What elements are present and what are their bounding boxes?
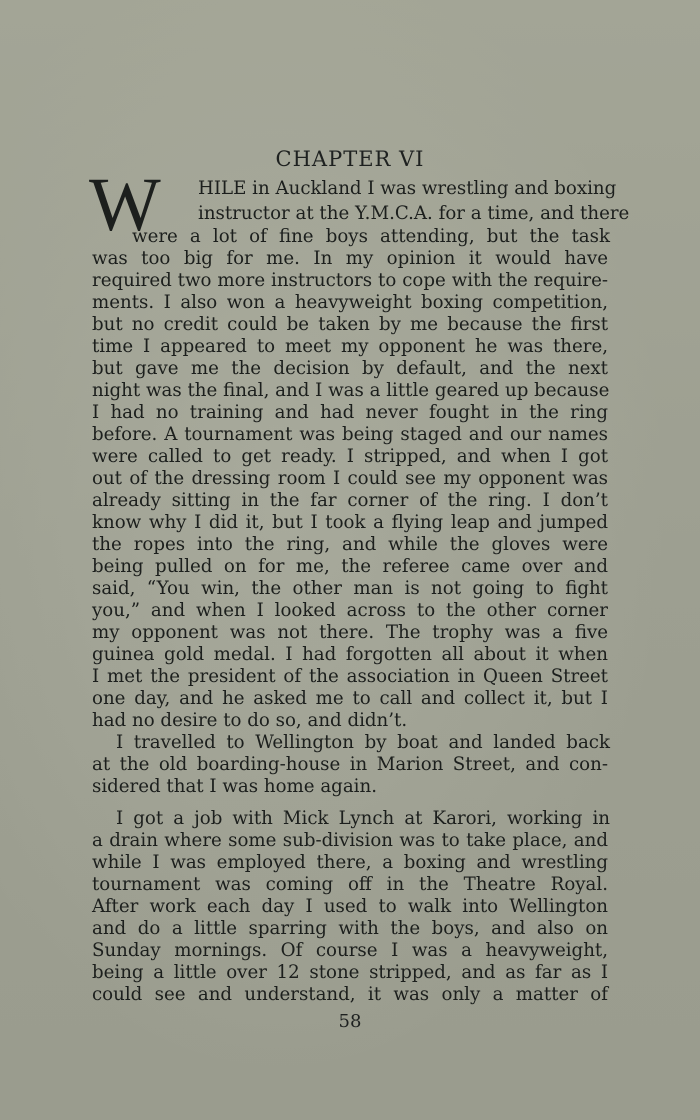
chapter-title: CHAPTER VI <box>275 147 425 171</box>
text-line: were called to get ready. I stripped, and when I got <box>92 446 608 467</box>
text-line: guinea gold medal. I had forgotten all about it when <box>92 644 608 665</box>
text-line: night was the final, and I was a little geared up because <box>92 380 610 401</box>
text-line: HILE in Auckland I was wrestling and boxing <box>198 178 617 199</box>
text-line: time I appeared to meet my opponent he was there, <box>92 336 608 357</box>
text-line: I had no training and had never fought in the ring <box>92 402 608 423</box>
text-line: instructor at the Y.M.C.A. for a time, and there <box>198 203 630 224</box>
text-line: a drain where some sub-division was to take place, and <box>92 830 608 851</box>
text-line: Sunday mornings. Of course I was a heavyweight, <box>92 940 608 961</box>
text-line: were a lot of fine boys attending, but the task <box>132 226 610 247</box>
text-line: I got a job with Mick Lynch at Karori, working in <box>116 808 610 829</box>
text-line: but no credit could be taken by me because the first <box>92 314 608 335</box>
text-line: ments. I also won a heavyweight boxing competition, <box>92 292 608 313</box>
text-line: one day, and he asked me to call and collect it, but I <box>92 688 608 709</box>
text-line: already sitting in the far corner of the ring. I don’t <box>92 490 608 511</box>
text-line: the ropes into the ring, and while the gloves were <box>92 534 608 555</box>
text-line: you,” and when I looked across to the other corner <box>92 600 608 621</box>
text-line: at the old boarding-house in Marion Street, and con- <box>92 754 608 775</box>
text-line: my opponent was not there. The trophy was a five <box>92 622 608 643</box>
text-line: being pulled on for me, the referee came over and <box>92 556 608 577</box>
text-line: sidered that I was home again. <box>92 776 377 797</box>
text-line: out of the dressing room I could see my opponent was <box>92 468 608 489</box>
text-line: was too big for me. In my opinion it would have <box>92 248 608 269</box>
text-line: know why I did it, but I took a flying leap and jumped <box>92 512 608 533</box>
text-line: and do a little sparring with the boys, and also on <box>92 918 608 939</box>
text-line: being a little over 12 stone stripped, and as far as I <box>92 962 608 983</box>
text-line: After work each day I used to walk into Wellington <box>92 896 608 917</box>
text-line: required two more instructors to cope with the require- <box>92 270 608 291</box>
text-line: while I was employed there, a boxing and wrestling <box>92 852 608 873</box>
text-line: I met the president of the association in Queen Street <box>92 666 608 687</box>
page-number: 58 <box>338 1011 362 1032</box>
text-line: said, “You win, the other man is not going to fight <box>92 578 608 599</box>
drop-cap: W <box>89 163 161 247</box>
text-line: I travelled to Wellington by boat and landed back <box>116 732 610 753</box>
text-line: had no desire to do so, and didn’t. <box>92 710 408 731</box>
text-line: could see and understand, it was only a matter of <box>92 984 608 1005</box>
text-line: tournament was coming off in the Theatre Royal. <box>92 874 608 895</box>
text-line: before. A tournament was being staged and our names <box>92 424 608 445</box>
text-line: but gave me the decision by default, and the next <box>92 358 608 379</box>
